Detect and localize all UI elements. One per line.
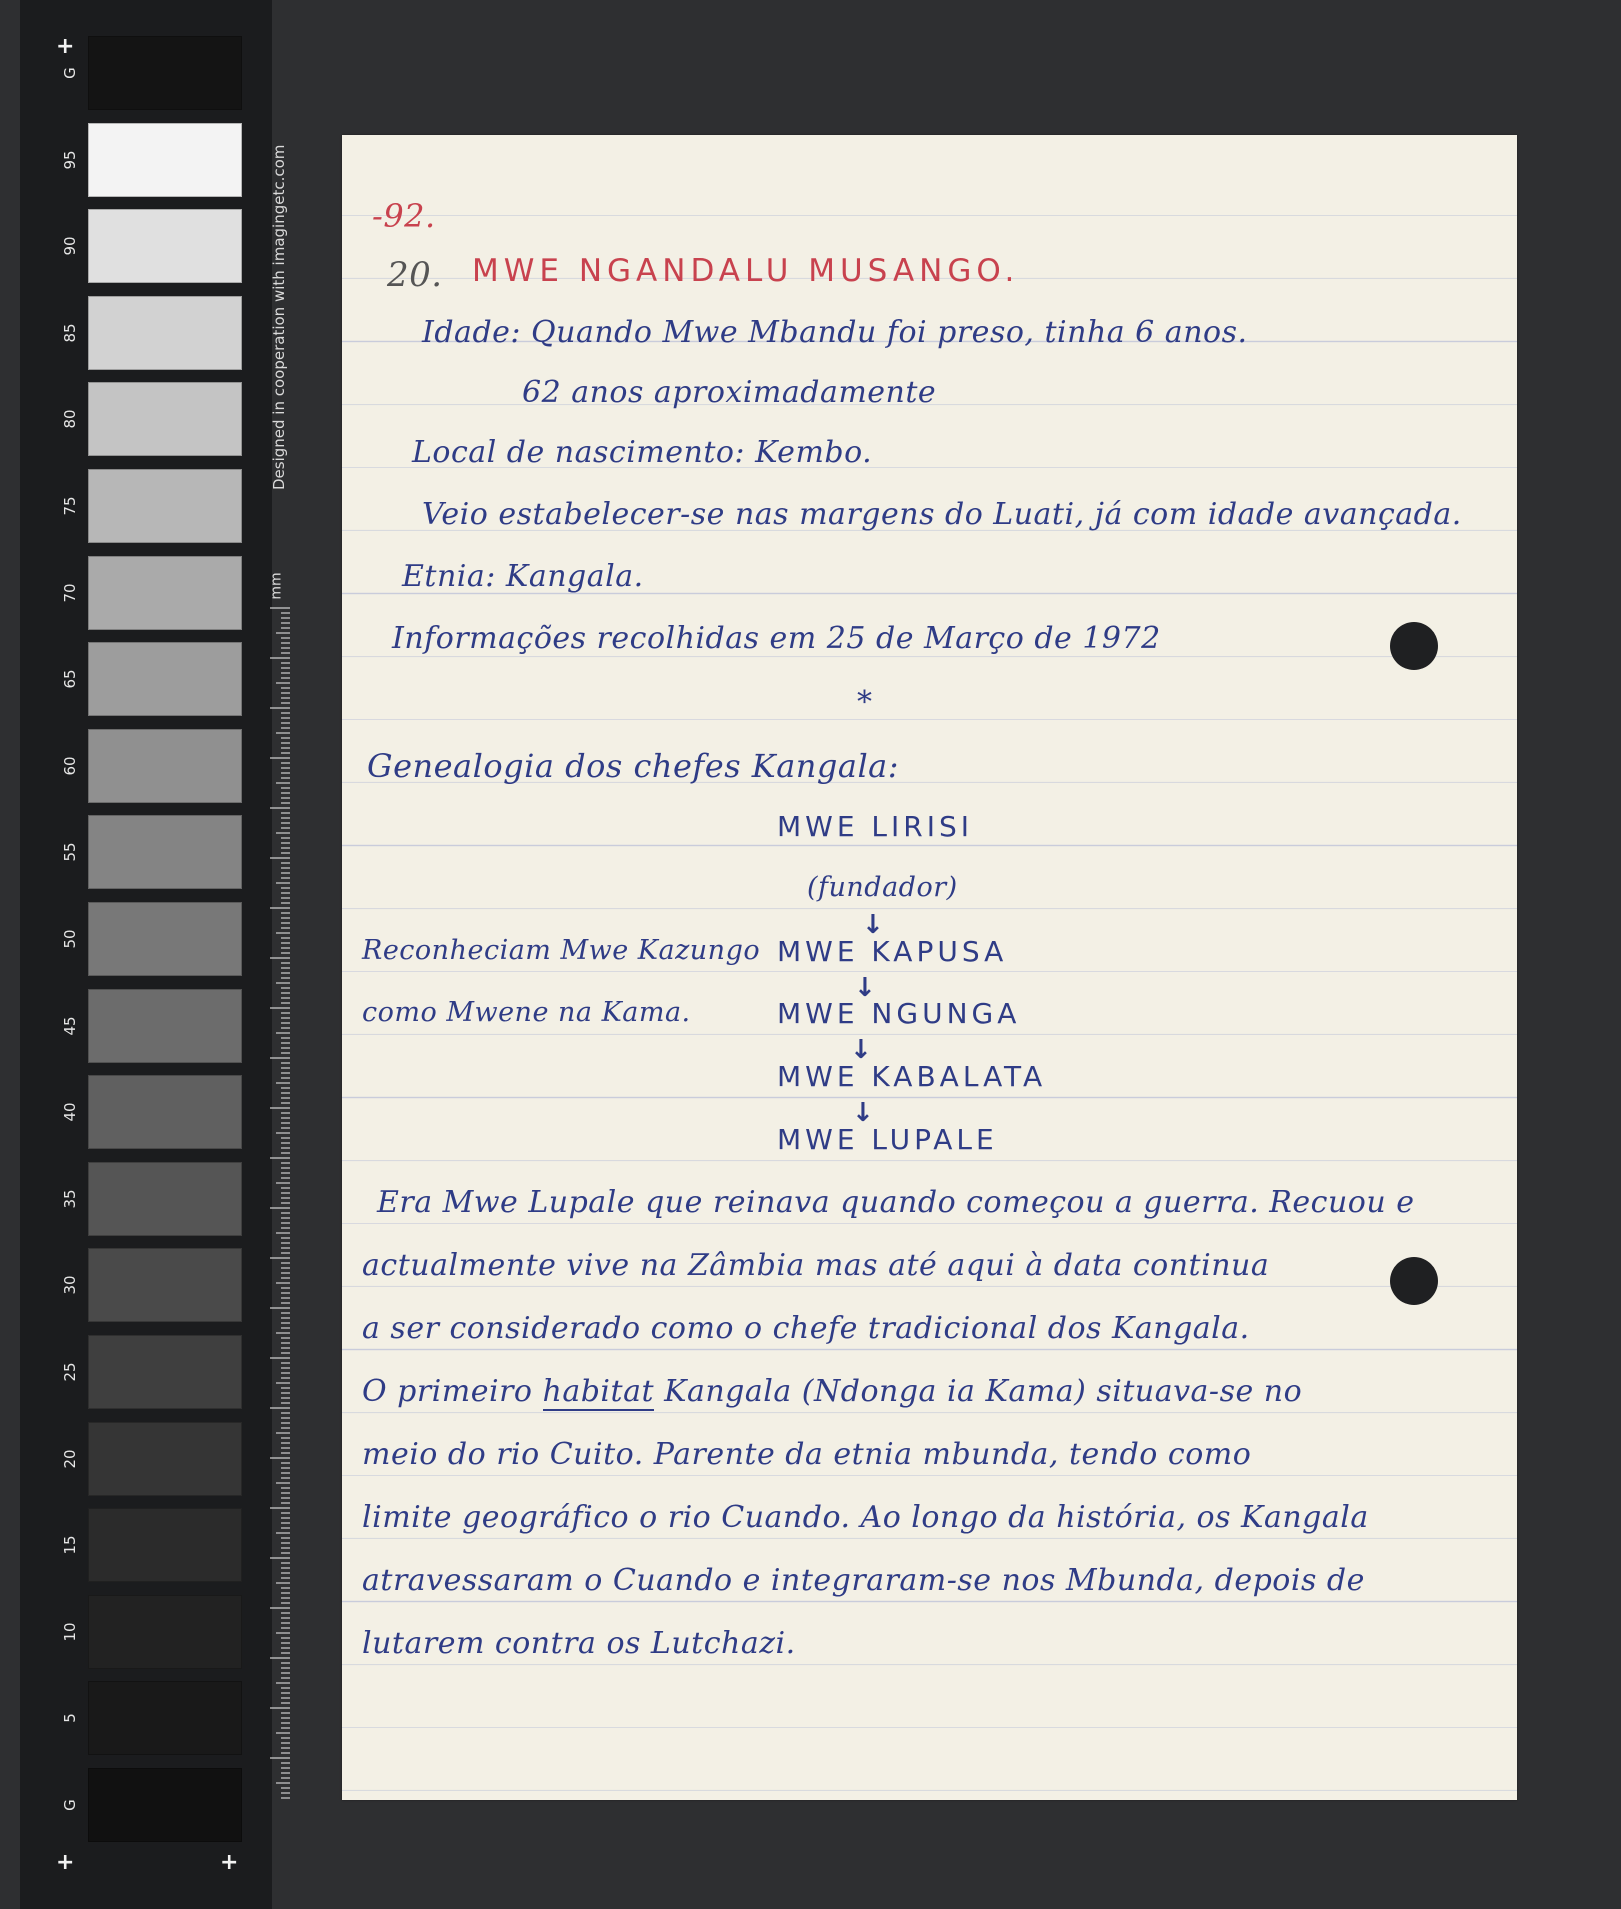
side-note: como Mwene na Kama. [362, 997, 691, 1028]
underlined-word: habitat [542, 1374, 655, 1409]
entry-number: 20. [387, 255, 443, 295]
gray-swatch [88, 556, 242, 630]
gray-swatch [88, 642, 242, 716]
swatch-label: 75 [61, 496, 79, 516]
swatch-label: G [61, 67, 79, 79]
genealogy-founder: MWE LIRISI [777, 810, 974, 843]
gray-swatch [88, 296, 242, 370]
gray-swatch [88, 902, 242, 976]
swatch-label: G [61, 1799, 79, 1811]
text-line: Idade: Quando Mwe Mbandu foi preso, tinha 6 anos. [422, 315, 1248, 350]
registration-mark: + [56, 1850, 75, 1875]
entry-title: MWE NGANDALU MUSANGO. [472, 253, 1020, 289]
swatch-label: 60 [61, 756, 79, 776]
gray-swatch [88, 1248, 242, 1322]
manuscript-page [342, 135, 1517, 1800]
arrow-icon: ↓ [854, 973, 876, 1003]
arrow-icon: ↓ [850, 1035, 872, 1065]
swatch-label: 95 [61, 150, 79, 170]
text-fragment: O primeiro [362, 1374, 543, 1409]
founder-note: (fundador) [807, 872, 958, 903]
swatch-label: 5 [61, 1713, 79, 1724]
gray-swatch [88, 469, 242, 543]
genealogy-heading: Genealogia dos chefes Kangala: [367, 747, 900, 785]
swatch-label: 55 [61, 842, 79, 862]
registration-mark: + [220, 1850, 239, 1875]
credit-text: Designed in cooperation with imagingetc.com [270, 144, 288, 490]
text-line: Veio estabelecer-se nas margens do Luati, já com idade avançada. [422, 497, 1462, 532]
text-line: limite geográfico o rio Cuando. Ao longo da história, os Kangala [362, 1500, 1369, 1535]
text-line: Etnia: Kangala. [402, 559, 644, 594]
swatch-label: 20 [61, 1449, 79, 1469]
punch-hole [1390, 622, 1438, 670]
swatch-label: 45 [61, 1016, 79, 1036]
text-line: 62 anos aproximadamente [522, 375, 937, 410]
gray-swatch [88, 209, 242, 283]
text-line: a ser considerado como o chefe tradicional dos Kangala. [362, 1311, 1250, 1346]
gray-swatch [88, 729, 242, 803]
swatch-label: 10 [61, 1622, 79, 1642]
genealogy-chief: MWE KABALATA [777, 1060, 1047, 1093]
ruler-unit-label: mm [268, 572, 285, 600]
gray-swatch [88, 1075, 242, 1149]
gray-swatch [88, 1422, 242, 1496]
gray-swatch [88, 1162, 242, 1236]
calibration-strip [20, 0, 288, 1909]
swatch-label: 80 [61, 409, 79, 429]
punch-hole [1390, 1257, 1438, 1305]
separator-asterisk: * [857, 685, 873, 720]
gray-swatch [88, 36, 242, 110]
text-line: Era Mwe Lupale que reinava quando começou a guerra. Recuou e [377, 1185, 1415, 1220]
gray-swatch [88, 989, 242, 1063]
side-note: Reconheciam Mwe Kazungo [362, 935, 761, 966]
swatch-label: 40 [61, 1102, 79, 1122]
text-fragment: Kangala (Ndonga ia Kama) situava-se no [654, 1374, 1303, 1409]
gray-swatch [88, 1681, 242, 1755]
swatch-label: 50 [61, 929, 79, 949]
swatch-label: 65 [61, 669, 79, 689]
text-line: actualmente vive na Zâmbia mas até aqui à data continua [362, 1248, 1270, 1283]
gray-swatch [88, 815, 242, 889]
gray-swatch [88, 1335, 242, 1409]
genealogy-chief: MWE NGUNGA [777, 997, 1021, 1030]
text-line: Informações recolhidas em 25 de Março de 1972 [392, 621, 1161, 656]
swatch-label: 85 [61, 323, 79, 343]
page-number: -92. [372, 197, 436, 235]
gray-swatch [88, 123, 242, 197]
text-line: lutarem contra os Lutchazi. [362, 1626, 796, 1661]
swatch-label: 90 [61, 236, 79, 256]
gray-swatch [88, 1768, 242, 1842]
genealogy-chief: MWE LUPALE [777, 1123, 998, 1156]
genealogy-chief: MWE KAPUSA [777, 935, 1008, 968]
swatch-label: 30 [61, 1275, 79, 1295]
text-line: Local de nascimento: Kembo. [412, 435, 873, 470]
text-line: meio do rio Cuito. Parente da etnia mbunda, tendo como [362, 1437, 1252, 1472]
mm-ruler [268, 604, 290, 1800]
arrow-icon: ↓ [852, 1098, 874, 1128]
gray-swatch [88, 382, 242, 456]
swatch-label: 35 [61, 1189, 79, 1209]
gray-swatch [88, 1508, 242, 1582]
arrow-icon: ↓ [862, 910, 884, 940]
registration-mark: + [56, 34, 75, 59]
swatch-label: 70 [61, 583, 79, 603]
swatch-label: 15 [61, 1535, 79, 1555]
text-line: atravessaram o Cuando e integraram-se nos Mbunda, depois de [362, 1563, 1365, 1598]
gray-swatch [88, 1595, 242, 1669]
swatch-label: 25 [61, 1362, 79, 1382]
text-line [362, 1374, 1302, 1409]
